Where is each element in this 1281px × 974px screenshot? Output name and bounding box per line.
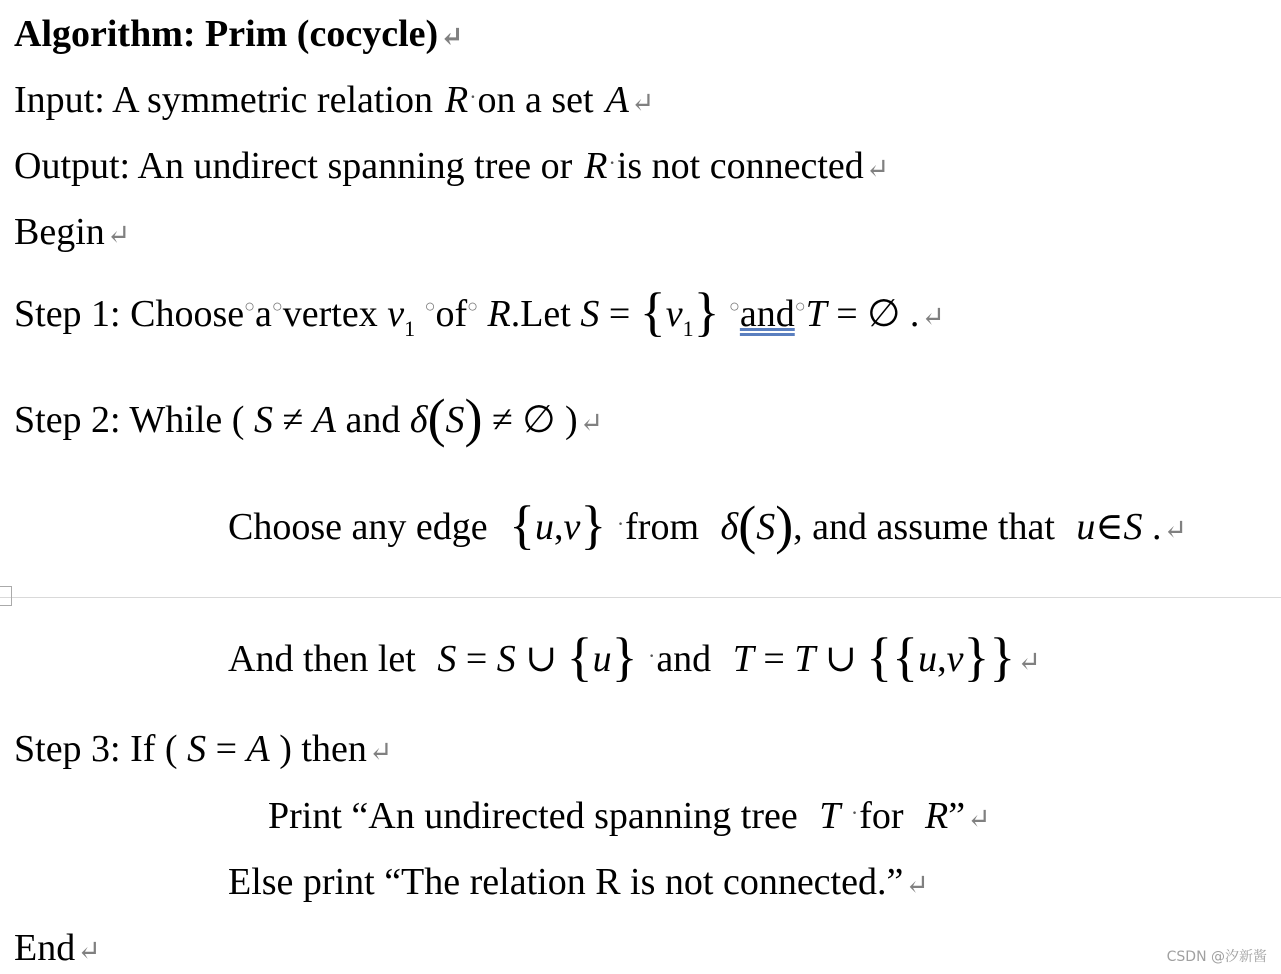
watermark: CSDN @汐新酱 [1166, 949, 1267, 965]
algorithm-title: Algorithm: Prim (cocycle)↵ [14, 13, 464, 55]
paragraph-mark-icon: ↵ [865, 154, 890, 185]
output-line: Output: An undirect spanning tree or R·is not connected↵ [14, 145, 890, 187]
paragraph-mark-icon: ↵ [106, 220, 131, 251]
input-line: Input: A symmetric relation R·on a set A↵ [14, 79, 655, 121]
end-line: End↵ [14, 927, 101, 969]
print-line: Print “An undirected spanning tree T ·for R”↵ [268, 795, 991, 837]
paragraph-mark-icon: ↵ [967, 804, 991, 835]
paragraph-mark-icon: ↵ [630, 88, 655, 119]
paragraph-mark-icon: ↵ [579, 408, 604, 439]
paragraph-mark-icon: ↵ [77, 936, 101, 967]
paragraph-mark-icon: ↵ [905, 870, 929, 901]
paragraph-mark-icon: ↵ [440, 22, 464, 53]
begin-line: Begin↵ [14, 211, 131, 253]
paragraph-mark-icon: ↵ [1163, 515, 1187, 546]
else-line: Else print “The relation R is not connected.”↵ [228, 861, 929, 903]
paragraph-mark-icon: ↵ [921, 302, 945, 333]
choose-edge-line: Choose any edge {u,v} ·from δ(S), and assume that u∈S .↵ [228, 495, 1187, 555]
page-break-marker [0, 586, 12, 606]
and-then-let-line: And then let S = S ∪ {u} ·and T = T ∪ {{u,v}}↵ [228, 627, 1041, 687]
step3-line: Step 3: If ( S = A ) then↵ [14, 728, 393, 770]
page-break-divider [0, 597, 1281, 598]
step1-line: Step 1: Choose○a○vertex $v_1$ ○of○ R.Let $S = \{v_1\} ^○and^○T$ = ∅ .↵ [14, 282, 945, 342]
paragraph-mark-icon: ↵ [1017, 647, 1041, 678]
step2-line: Step 2: While ( S ≠ A and δ(S) ≠ ∅ )↵ [14, 388, 604, 448]
paragraph-mark-icon: ↵ [368, 737, 393, 768]
